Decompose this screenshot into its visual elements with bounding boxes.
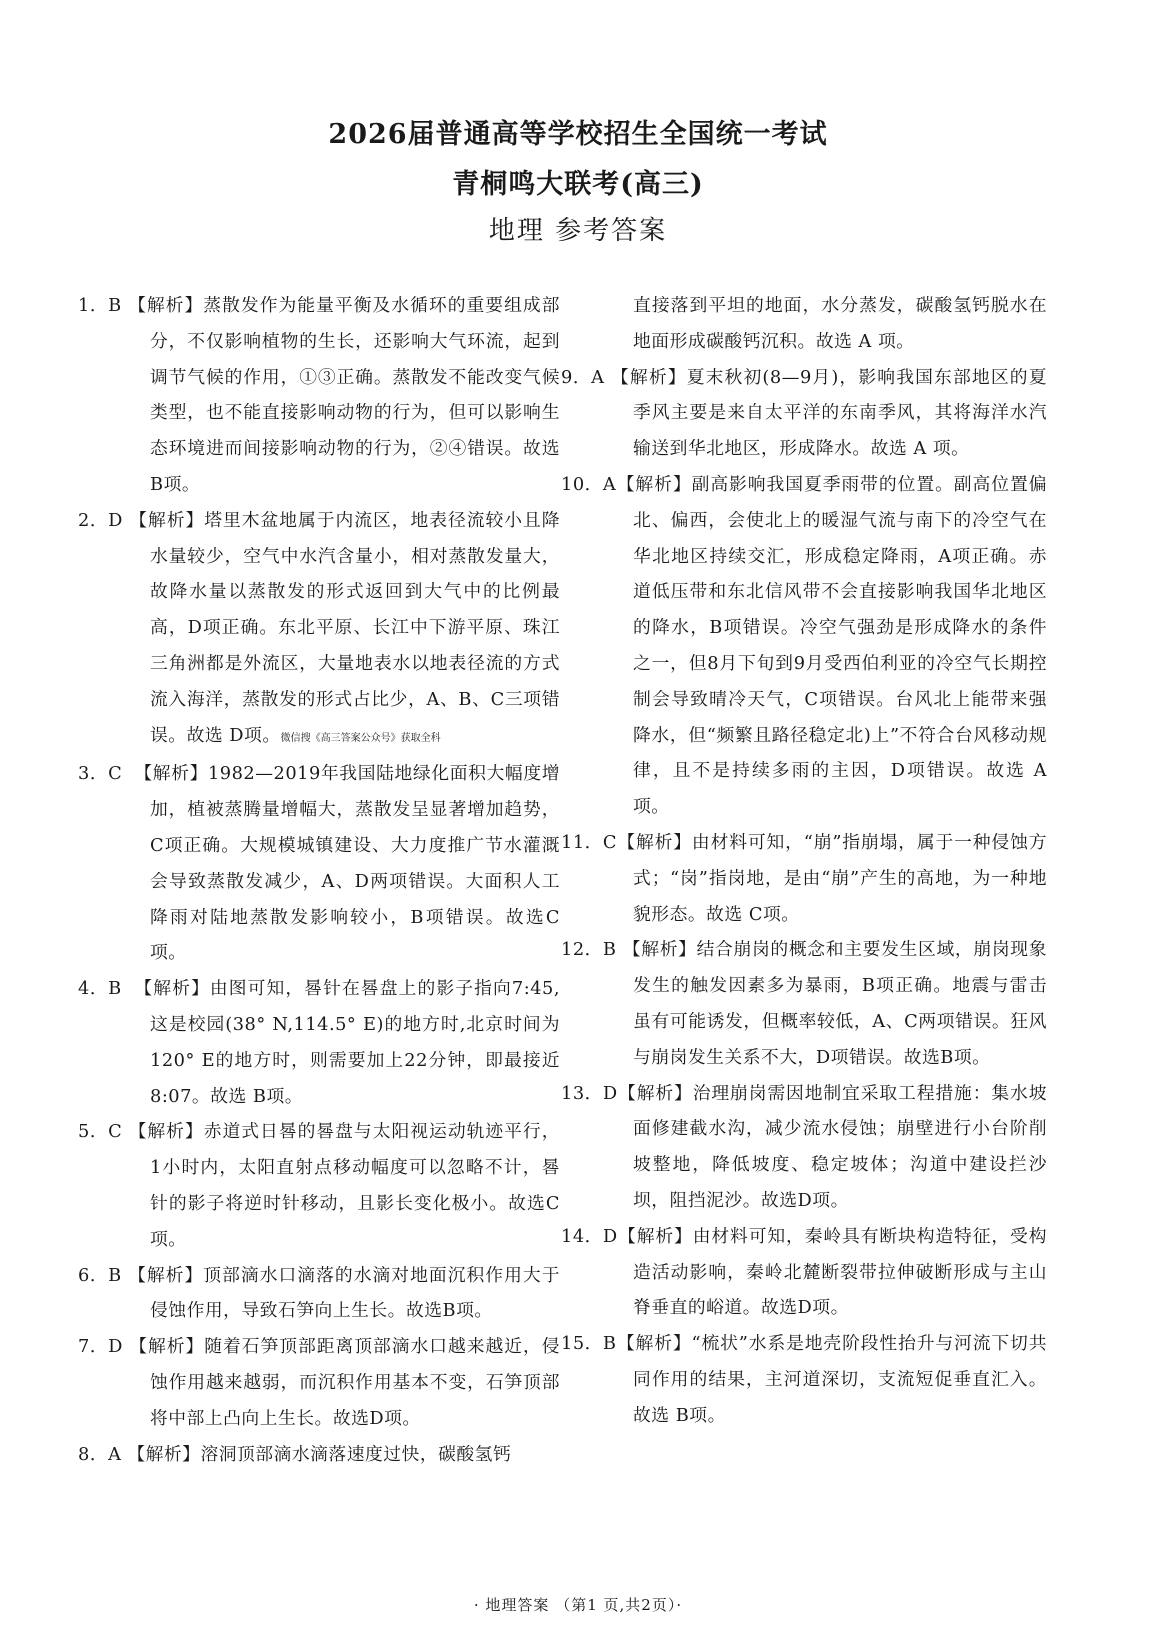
answer-explanation: 【解析】顶部滴水口滴落的水滴对地面沉积作用大于侵蚀作用，导致石笋向上生长。故选B项。	[127, 1264, 560, 1322]
answer-explanation: 【解析】溶洞顶部滴水滴落速度过快，碳酸氢钙	[127, 1443, 512, 1465]
answer-number: 12．B	[561, 939, 617, 961]
answer-number: 7．D	[78, 1336, 123, 1358]
answer-item	[561, 932, 1047, 1075]
answer-item	[561, 1219, 1047, 1326]
answer-number: 1．B	[78, 295, 122, 316]
right-column	[561, 288, 1047, 1434]
answer-explanation: 【解析】“梳状”水系是地壳阶段性抬升与河流下切共同作用的结果，主河道深切，支流短促垂直汇入。故选 B项。	[616, 1333, 1047, 1426]
answer-number: 13．D	[561, 1082, 618, 1104]
answer-explanation: 【解析】蒸散发作为能量平衡及水循环的重要组成部分，不仅影响植物的生长，还影响大气环流，起到调节气候的作用，①③正确。蒸散发不能改变气候类型，也不能直接影响动物的行为，但可以影响生态环境进而间接影响动物的行为，②④错误。故选B项。	[127, 295, 560, 495]
answer-number: 15．B	[561, 1333, 617, 1355]
answer-explanation: 【解析】1982—2019年我国陆地绿化面积大幅度增加，植被蒸腾量增幅大，蒸散发呈显著增加趋势，C项正确。大规模城镇建设、大力度推广节水灌溉会导致蒸散发减少，A、D两项错误。大面积人工降雨对陆地蒸散发影响较小，B项错误。故选C项。	[128, 763, 560, 964]
answer-item	[561, 360, 1047, 467]
answer-number: 8．A	[78, 1443, 122, 1465]
answer-item	[597, 288, 1047, 360]
answer-number: 11．C	[561, 831, 618, 853]
answer-item	[78, 1258, 560, 1330]
answer-explanation: 【解析】由图可知，晷针在晷盘上的影子指向7:45,这是校园(38° N,114.5° E)的地方时,北京时间为120° E的地方时，则需要加上22分钟，即最接近8:07。故选 B项。	[127, 978, 560, 1107]
answer-number: 10．A	[561, 473, 617, 495]
answer-item	[78, 288, 560, 503]
answer-item	[561, 467, 1047, 825]
answer-item	[78, 756, 560, 971]
answer-number: 6．B	[78, 1264, 122, 1286]
answer-item	[78, 1329, 560, 1436]
answer-item	[78, 1437, 560, 1473]
answer-item	[561, 825, 1047, 932]
answer-explanation: 直接落到平坦的地面，水分蒸发，碳酸氢钙脱水在地面形成碳酸钙沉积。故选 A 项。	[633, 295, 1047, 352]
answer-explanation: 【解析】副高影响我国夏季雨带的位置。副高位置偏北、偏西，会使北上的暖湿气流与南下的冷空气在华北地区持续交汇，形成稳定降雨，A项正确。赤道低压带和东北信风带不会直接影响我国华北地区的降水，B项错误。冷空气强劲是形成降水的条件之一，但8月下旬到9月受西伯利亚的冷空气长期控制会导致晴冷天气，C项错误。台风北上能带来强降水，但“频繁且路径稳定北)上”不符合台风移动规律，且不是持续多雨的主因，D项错误。故选 A 项。	[616, 473, 1047, 818]
left-column	[78, 288, 560, 1472]
answer-number: 2．D	[78, 509, 123, 531]
answer-explanation: 【解析】结合崩岗的概念和主要发生区域，崩岗现象发生的触发因素多为暴雨，B项正确。地震与雷击虽有可能诱发，但概率较低，A、C两项错误。狂风与崩岗发生关系不大，D项错误。故选B项。	[616, 939, 1047, 1068]
page-footer: · 地理答案 （第1 页,共2页）·	[473, 1596, 683, 1614]
answer-number: 14．D	[561, 1225, 618, 1247]
answer-item	[78, 971, 560, 1114]
answer-explanation: 【解析】赤道式日晷的晷盘与太阳视运动轨迹平行，1小时内，太阳直射点移动幅度可以忽略不计，晷针的影子将逆时针移动，且影长变化极小。故选C项。	[128, 1121, 560, 1250]
answer-item	[78, 1114, 560, 1257]
exam-subtitle: 青桐鸣大联考(高三)	[452, 169, 704, 200]
answer-explanation: 【解析】随着石笋顶部距离顶部滴水口越来越近，侵蚀作用越来越弱，而沉积作用基本不变，石笋顶部将中部上凸向上生长。故选D项。	[128, 1336, 560, 1429]
answer-item	[561, 1326, 1047, 1433]
answer-explanation: 【解析】塔里木盆地属于内流区，地表径流较小且降水量较少，空气中水汽含量小，相对蒸散发量大，故降水量以蒸散发的形式返回到大气中的比例最高，D项正确。东北平原、长江中下游平原、珠江三角洲都是外流区，大量地表水以地表径流的方式流入海洋，蒸散发的形式占比少，A、B、C三项错误。故选 D项。	[128, 509, 560, 746]
answer-number: 4．B	[78, 978, 122, 1000]
answer-explanation: 【解析】由材料可知，“崩”指崩塌，属于一种侵蚀方式；“岗”指岗地，是由“崩”产生的高地，为一种地貌形态。故选 C项。	[617, 831, 1047, 925]
subject-title: 地理 参考答案	[488, 216, 668, 246]
answer-number: 5．C	[78, 1121, 123, 1143]
answer-explanation: 【解析】由材料可知，秦岭具有断块构造特征，受构造活动影响，秦岭北麓断裂带拉伸破断形成与主山脊垂直的峪道。故选D项。	[617, 1225, 1047, 1319]
answer-item	[78, 503, 560, 757]
answer-explanation: 【解析】夏末秋初(8—9月)，影响我国东部地区的夏季风主要是来自太平洋的东南季风，其将海洋水汽输送到华北地区，形成降水。故选 A 项。	[610, 366, 1047, 460]
watermark-note: 微信搜《高三答案公众号》获取全科	[280, 732, 441, 744]
answer-number: 9．A	[561, 366, 605, 388]
answer-number: 3．C	[78, 763, 123, 785]
answer-explanation: 【解析】治理崩岗需因地制宜采取工程措施：集水坡面修建截水沟，减少流水侵蚀；崩壁进行小台阶削坡整地，降低坡度、稳定坡体；沟道中建设拦沙坝，阻挡泥沙。故选D项。	[617, 1082, 1047, 1211]
exam-title: 2026届普通高等学校招生全国统一考试	[328, 119, 828, 150]
answer-item	[561, 1076, 1047, 1219]
